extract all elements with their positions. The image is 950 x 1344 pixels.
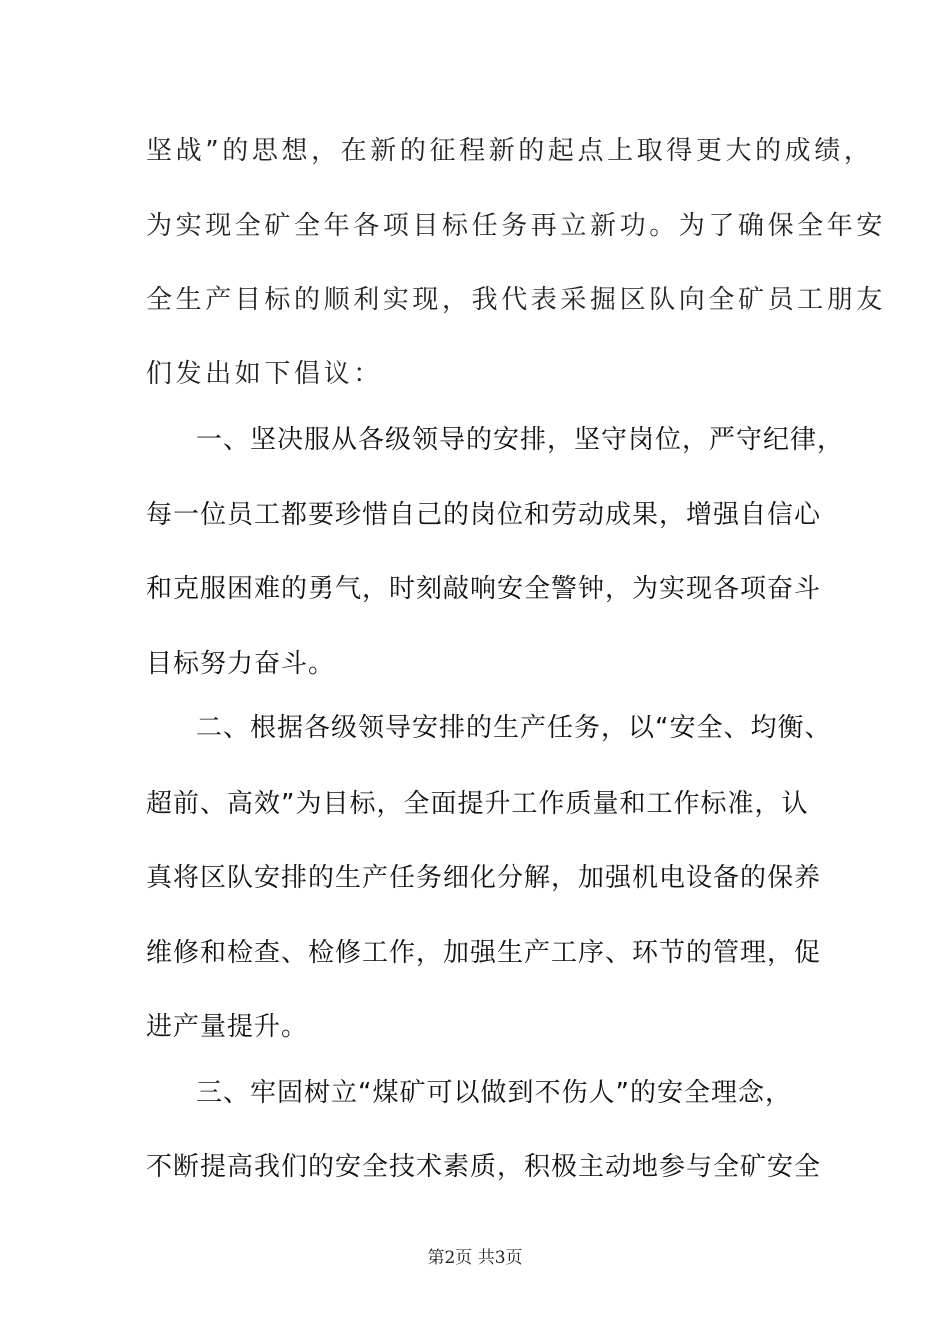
- text-line: 和克服困难的勇气，时刻敲响安全警钟，为实现各项奋斗: [146, 574, 822, 604]
- paragraph-3-start: 三、牢固树立“煤矿可以做到不伤人”的安全理念，: [196, 1078, 792, 1108]
- text-line: 超前、高效”为目标，全面提升工作质量和工作标准，认: [146, 789, 809, 819]
- page-footer: 第2页 共3页: [427, 1248, 523, 1268]
- text-line: 每一位员工都要珍惜自己的岗位和劳动成果，增强自信心: [146, 500, 822, 530]
- text-line: 不断提高我们的安全技术素质，积极主动地参与全矿安全: [146, 1152, 822, 1182]
- paragraph-2-start: 二、根据各级领导安排的生产任务，以“安全、均衡、: [196, 713, 832, 743]
- text-line: 目标努力奋斗。: [146, 649, 336, 679]
- text-line: 维修和检查、检修工作，加强生产工序、环节的管理，促: [146, 938, 822, 968]
- text-line: 为实现全矿全年各项目标任务再立新功。为了确保全年安: [146, 211, 887, 241]
- paragraph-1-start: 一、坚决服从各级领导的安排，坚守岗位，严守纪律，: [196, 425, 845, 455]
- text-line: 真将区队安排的生产任务细化分解，加强机电设备的保养: [146, 863, 822, 893]
- text-line: 们发出如下倡议：: [146, 359, 383, 389]
- text-line: 坚战”的思想，在新的征程新的起点上取得更大的成绩，: [146, 136, 874, 166]
- text-line: 进产量提升。: [146, 1012, 309, 1042]
- text-line: 全生产目标的顺利实现，我代表采掘区队向全矿员工朋友: [146, 285, 887, 315]
